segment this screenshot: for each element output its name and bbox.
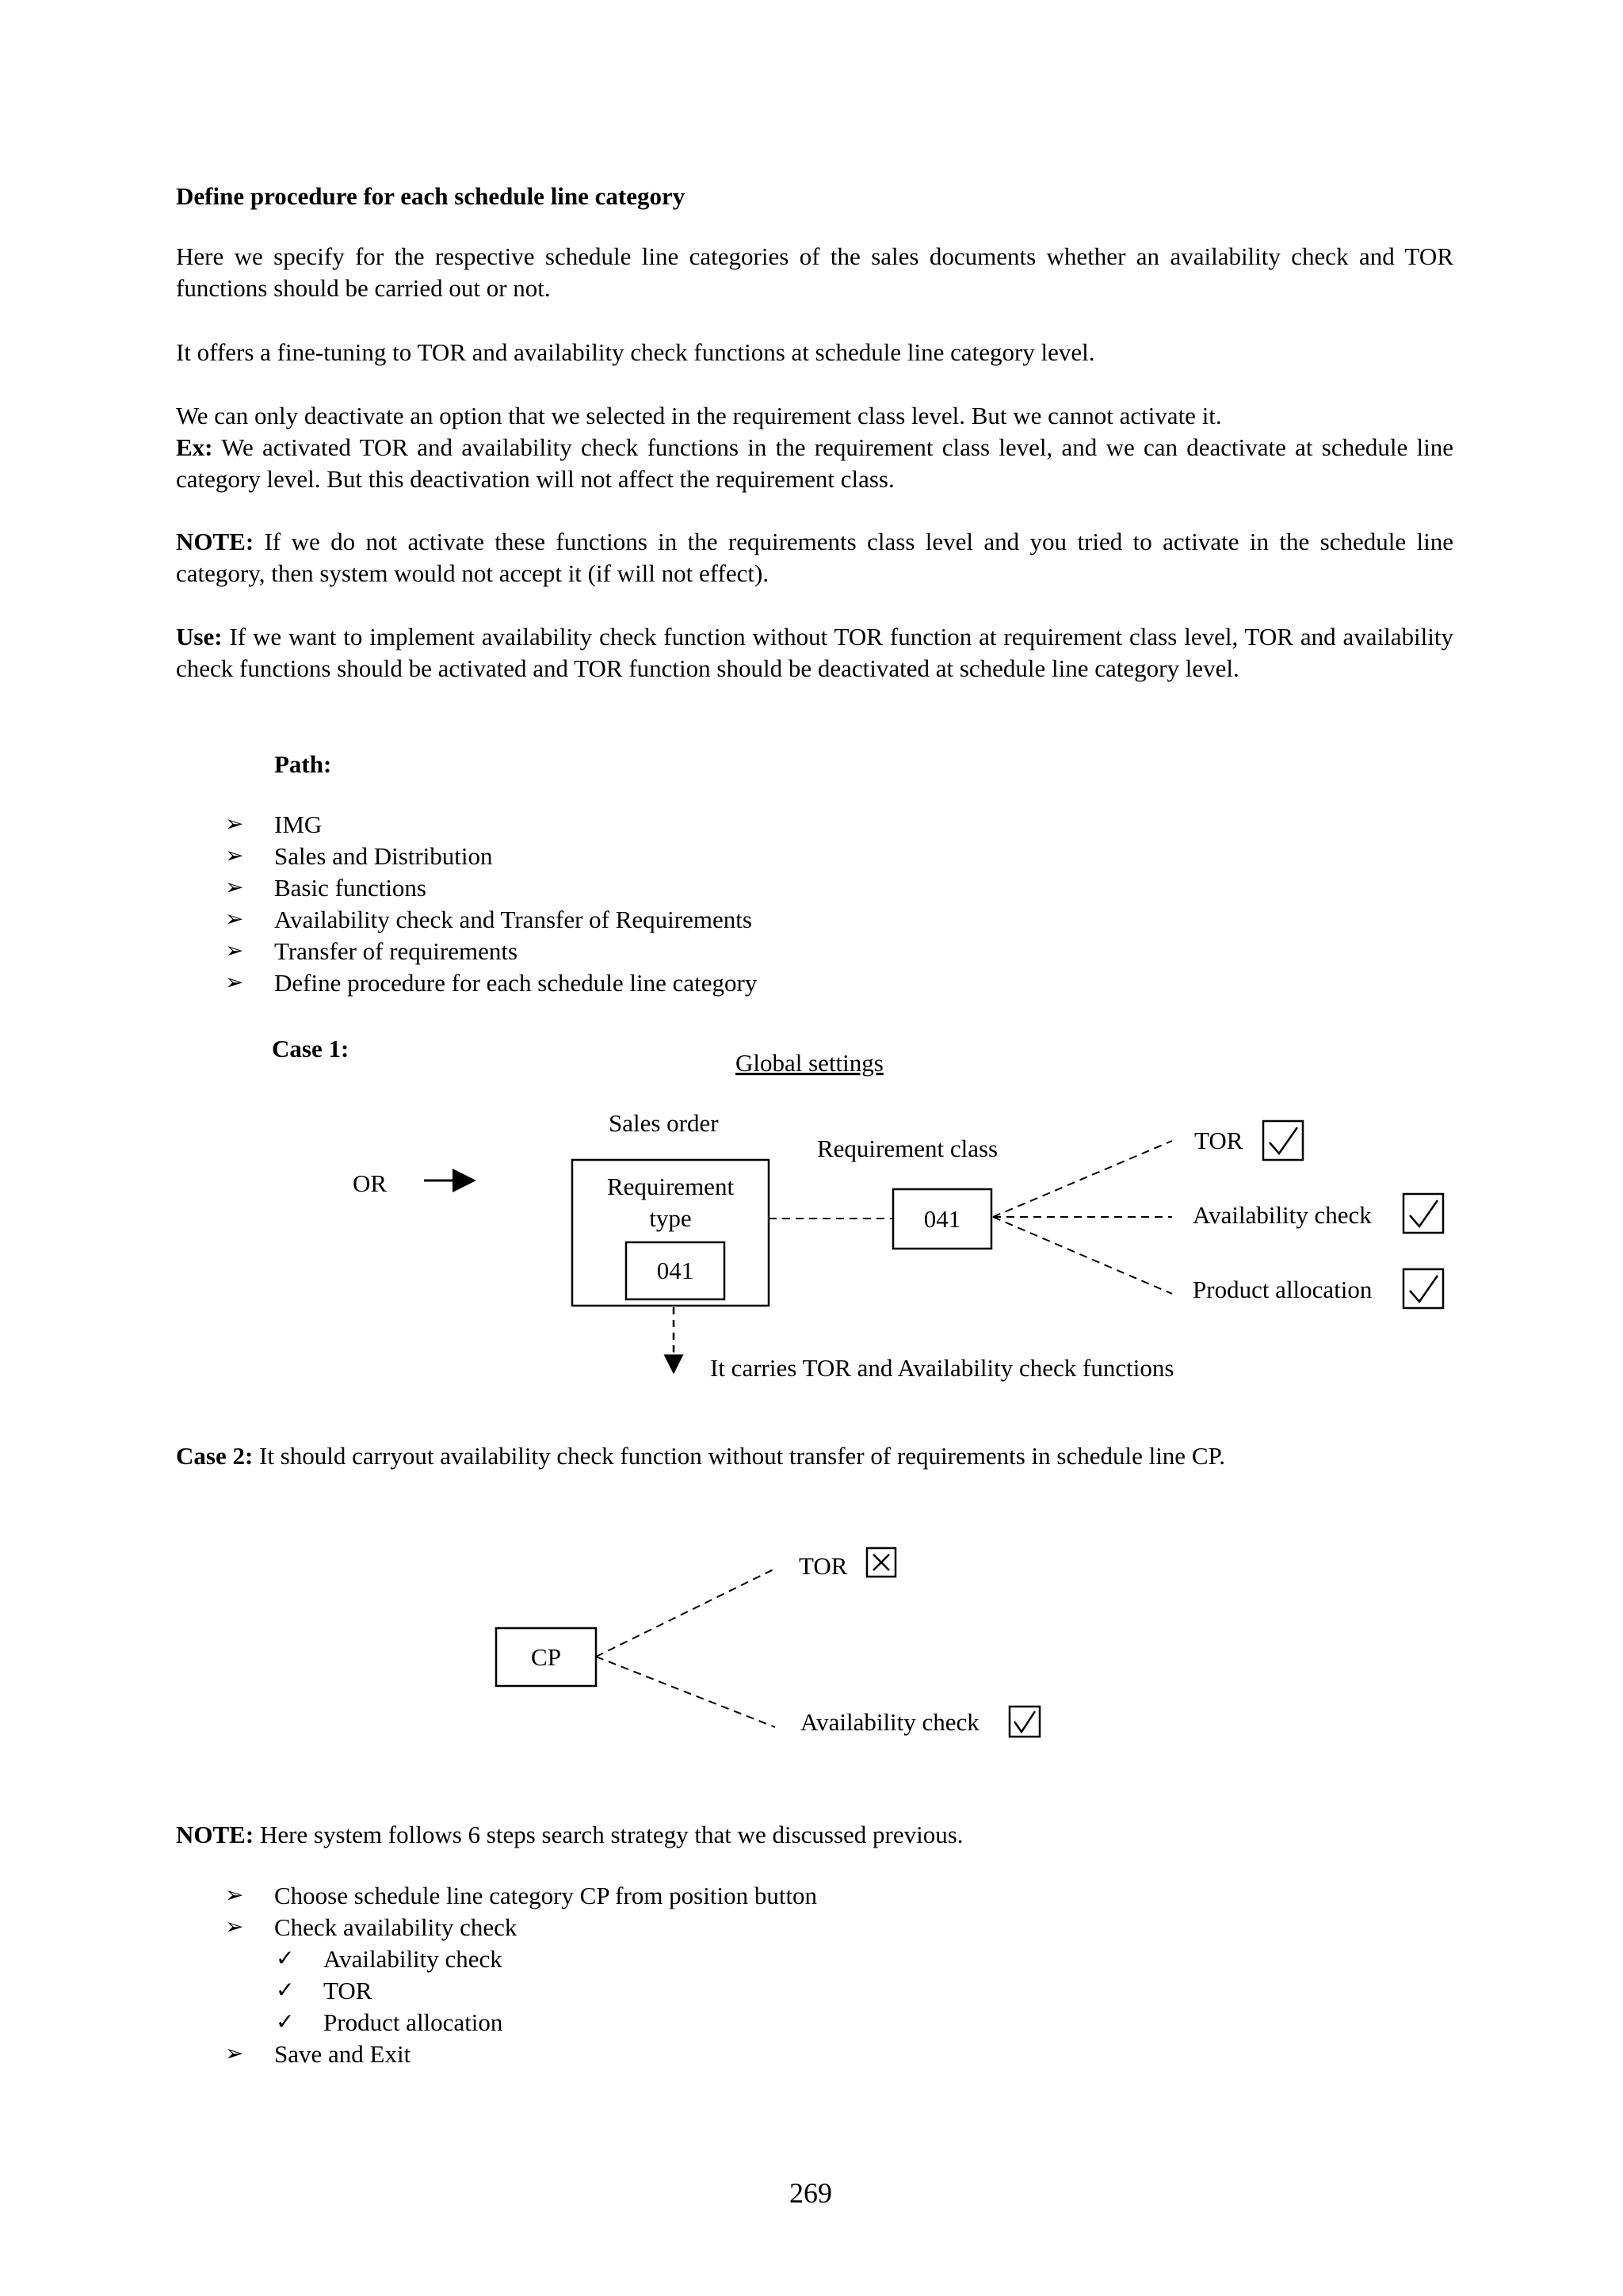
path-label: Path: (274, 750, 332, 778)
path-item: IMG (274, 810, 323, 838)
arrow-bullet-icon: ➢ (225, 1915, 244, 1939)
carries-note: It carries TOR and Availability check functions (710, 1354, 1174, 1382)
path-item: Basic functions (274, 874, 426, 902)
arrow-bullet-icon: ➢ (225, 812, 244, 837)
section-heading: Define procedure for each schedule line category (176, 182, 685, 210)
paragraph-intro: Here we specify for the respective schedule line categories of the sales documents whether an availability check and TOR functions should be carried out or not. (176, 242, 1453, 302)
case1-allocation-checkbox (1403, 1269, 1443, 1308)
arrow-bullet-icon: ➢ (225, 844, 244, 868)
requirement-type-line2: type (649, 1204, 692, 1232)
note2-text: Here system follows 6 steps search strategy that we discussed previous. (259, 1821, 964, 1848)
checkmark-icon (1410, 1200, 1438, 1226)
checkmark-icon (1410, 1276, 1438, 1302)
example-text: We activated TOR and availability check functions in the requirement class level, and we can deactivate at schedule line category level. But this deactivation will not affect the requirement class. (176, 433, 1453, 493)
arrow-bullet-icon: ➢ (225, 2042, 244, 2066)
check-item: TOR (323, 1977, 372, 2004)
case2-label: Case 2: (176, 1442, 254, 1470)
path-item: Define procedure for each schedule line category (274, 969, 758, 997)
arrow-bullet-icon: ➢ (225, 875, 244, 900)
case2-paragraph (176, 1440, 1225, 1472)
class-to-tor-connector (993, 1141, 1172, 1217)
check-bullet-icon: ✓ (276, 2010, 295, 2035)
case1-availability-label: Availability check (1193, 1201, 1372, 1229)
case1-tor-label: TOR (1194, 1127, 1243, 1154)
checkmark-icon (1270, 1127, 1297, 1154)
sales-order-label: Sales order (609, 1109, 719, 1137)
case2-availability-label: Availability check (800, 1708, 980, 1736)
note-label: NOTE: (176, 528, 254, 555)
arrow-bullet-icon: ➢ (225, 971, 244, 995)
note2-paragraph (176, 1819, 964, 1851)
check-bullet-icon: ✓ (276, 1978, 295, 2003)
step-item: Check availability check (274, 1913, 517, 1941)
requirement-class-code: 041 (923, 1205, 961, 1233)
case1-label: Case 1: (272, 1035, 349, 1062)
check-item: Product allocation (323, 2008, 503, 2036)
use-text: If we want to implement availability check function without TOR function at requirement class level, TOR and availability check functions should be activated and TOR function should be deactivated at schedule line category level. (176, 623, 1453, 682)
path-item: Availability check and Transfer of Requirements (274, 906, 752, 933)
case1-allocation-label: Product allocation (1193, 1276, 1373, 1303)
paragraph-deactivate: We can only deactivate an option that we selected in the requirement class level. But we cannot activate it. (176, 402, 1222, 429)
use-label: Use: (176, 623, 223, 650)
class-to-allocation-connector (993, 1217, 1172, 1294)
step-item: Choose schedule line category CP from position button (274, 1882, 818, 1909)
case2-tor-label: TOR (799, 1552, 848, 1580)
requirement-type-line1: Requirement (606, 1173, 735, 1200)
step-item: Save and Exit (274, 2040, 411, 2068)
note-text: If we do not activate these functions in the requirements class level and you tried to activate in the schedule line category, then system would not accept it (if will not effect). (176, 528, 1453, 587)
example-label: Ex: (176, 433, 213, 461)
arrow-bullet-icon: ➢ (225, 939, 244, 963)
arrow-bullet-icon: ➢ (225, 907, 244, 932)
requirement-type-code: 041 (656, 1257, 694, 1284)
global-settings-title: Global settings (735, 1049, 884, 1077)
or-label: OR (353, 1169, 388, 1197)
requirement-class-label: Requirement class (817, 1135, 999, 1162)
check-bullet-icon: ✓ (276, 1947, 295, 1971)
case1-tor-checkbox (1263, 1121, 1303, 1160)
note2-label: NOTE: (176, 1821, 254, 1848)
case2-text: It should carryout availability check function without transfer of requirements in schedule line CP. (259, 1442, 1226, 1470)
page-number: 269 (789, 2177, 832, 2209)
path-item: Transfer of requirements (274, 937, 518, 965)
cp-label: CP (531, 1643, 561, 1671)
case1-availability-checkbox (1403, 1194, 1443, 1233)
check-item: Availability check (323, 1945, 502, 1973)
arrow-bullet-icon: ➢ (225, 1883, 244, 1908)
path-item: Sales and Distribution (274, 842, 493, 870)
paragraph-fine-tuning: It offers a fine-tuning to TOR and availability check functions at schedule line category level. (176, 338, 1095, 366)
